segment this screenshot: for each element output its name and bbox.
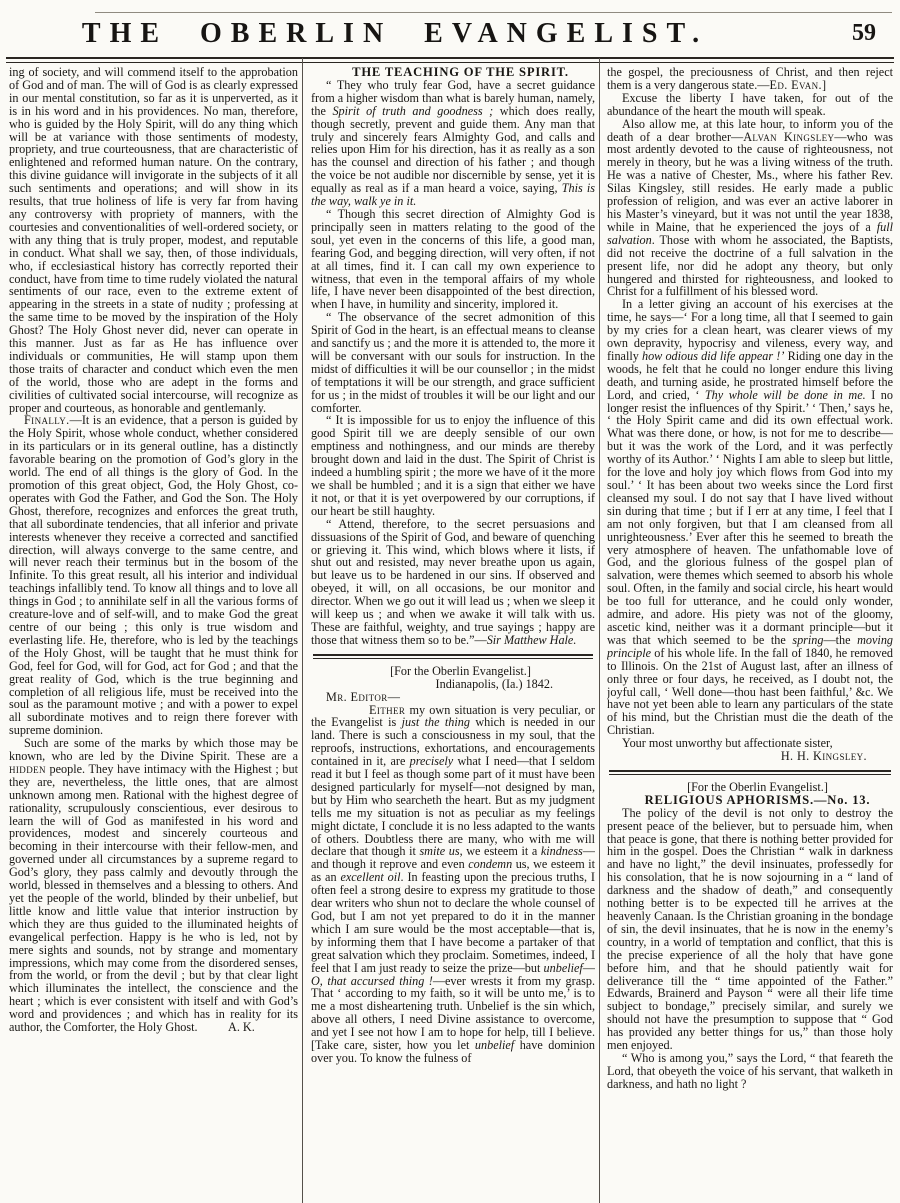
column-3: [607, 66, 893, 1196]
italic-text: smite us: [419, 844, 460, 859]
italic-text: This is the way, walk ye in it.: [311, 181, 595, 209]
italic-text: condemn: [468, 857, 513, 872]
letter-salutation: [311, 691, 595, 704]
italic-text: unbelief: [474, 1038, 515, 1053]
column-divider-rule: [302, 58, 303, 1203]
paragraph: [607, 750, 893, 763]
italic-text: spring: [792, 632, 824, 647]
credit-line: [For the Oberlin Evangelist.]: [390, 663, 531, 678]
small-caps-text: Either: [369, 702, 406, 717]
paragraph: Mr. Editor—: [326, 689, 400, 704]
italic-text: Sir Matthew Hale.: [486, 632, 577, 647]
paragraph: ing of society, and will commend itself to the approbation of God and of man. The will of God is as clearly expressed in our mental constitution, so far as it is unperverted, as it is in his word and in his providences. No man, therefore, who is guided by the Holy Spirit, will do any thing which will be at variance with those sentiments of modesty, propriety, and true courteousness, that are characteristic of enlightened and reformed human nature. On the contrary, this divine guidance will invigorate in the subjects of it all such sentiments and operations; and will show in its results, that true holiness of life is very far from having any controversy with propriety of manners, with the courtesies and conventionalities of well-ordered society, or with any thing that is truly proper, modest, and reputable in conduct. What shall we say, then, of those individuals, who, if ecclesiastical history has correctly reported their conduct, have from time to time rudely violated the natural sentiments of our race, even to the extreme extent of appearing in the streets in a state of nudity ; professing at the same time to be moved by the inspiration of the Holy Ghost? The Holy Ghost never did, never can operate in this manner. Just as far as He has influence over individuals or communities, He will stamp upon them those traits of character and conduct which even the men of the world, those who are adept in the forms and civilities of cultivated social intercourse, will recognize as proper and courteous, as honorable and gentlemanly.: [9, 66, 298, 415]
paragraph: Excuse the liberty I have taken, for out of the abundance of the heart the mouth will speak.: [607, 90, 893, 118]
paragraph: “ They who truly fear God, have a secret guidance from a higher wisdom than what is barely human, namely, the Spirit of truth and goodness ; which does really, though secretly, prevent and guide them. Any man that truly and sincerely fears Almighty God, and calls and relies upon Him for his direction, has it as really as a son has the counsel and direction of his father ; and though the voice be not audible nor discernible by sense, yet it is equally as real as if a man heard a voice, saying, This is the way, walk ye in it.: [311, 77, 595, 209]
paragraph: Either my own situation is very peculiar, or the Evangelist is just the thing which is needed in our land. There is such a consciousness in my soul, that the reproofs, instructions, exhortations, and encouragements contained in it, are precisely what I need—that I seldom read it but I feel as though some part of it must have been designed particularly for myself—not designed by man, but by Him who searcheth the heart. But as my judgment tells me my situation is not as peculiar as my feelings might dictate, I conclude it is no less adapted to the wants of others. Doubtless there are many, who with me will declare that though it smite us, we esteem it a kindness—and though it reprove and even condemn us, we esteem it as an excellent oil. In feasting upon the precious truths, I often feel a strong desire to express my gratitude to those dear writers who shun not to declare the whole counsel of God, but I am not yet prepared to do it in the manner which I am sure would be the most acceptable—that is, by informing them that I have become a partaker of that great salvation which they proclaim. Sometimes, indeed, I feel that I am just ready to seize the prize—but unbelief—O, that accursed thing !—ever wrests it from my grasp. That ‘ according to my faith, so it will be unto me,’ is to me a most disheartening truth. Unbelief is the sin which, above all others, I need Divine assistance to overcome, and yet I see not how I am to hope for help, till I believe. [Take care, sister, how you let unbelief have dominion over you. To know the fulness of: [311, 702, 595, 1065]
paragraph: “ Attend, therefore, to the secret persuasions and dissuasions of the Spirit of God, and beware of quenching or grieving it. This wind, which blows where it lists, if shut out and resisted, may never breathe upon us again, but leave us to be hardened in our sins. If observed and obeyed, it will, on all occasions, be our monitor and director. When we go out it will lead us ; when we sleep it will keep us ; and when we awake it will talk with us. These are faithful, weighty, and true sayings ; happy are those that witness them so to be.”—Sir Matthew Hale.: [311, 516, 595, 647]
paragraph: “ The observance of the secret admonition of this Spirit of God in the heart, is an effectual means to cleanse and sanctify us ; and the more it is attended to, the more it will be conversant with our souls for instruction. In the midst of difficulties it will be our counsellor ; in the midst of temptations it will be our strength, and grace sufficient for us ; in the midst of troubles it will be our light and our comforter.: [311, 310, 595, 415]
paragraph: In a letter giving an account of his exercises at the time, he says—‘ For a long time, all that I seemed to gain by my cries for a clean heart, was clearer views of my own depravity, hypocrisy and vileness, every way, and finally how odious did life appear !’ Riding one day in the woods, he felt that he could no longer endure this living death, and turning aside, he prostrated himself before the Lord, and cried, ‘ Thy whole will be done in me. I no longer resist the influences of thy Spirit.’ ‘ Then,’ says he, ‘ the Holy Spirit came and did its own effectual work. What was there done, or how, is not for me to describe—but it was the work of the Lord, and it was perfectly worthy of its Author.’ ‘ Nights I am able to sleep but little, for the love and holy joy which flows from God into my soul.’ ‘ It has been about two weeks since the Lord first cleansed my soul. I do not say that I have lived without sin during that time ; but if I err at any time, I feel that I am not only forgiven, but that I am cleansed from all unrighteousness.’ Ever after this he seemed to breath the very atmosphere of heaven. The unfathomable love of God, and the glorious fulness of the gospel plan of salvation, were themes which seemed to absorb his whole soul. Often, in the family and social circle, his heart would be too full for utterance, and he could only wonder, admire, and adore. His piety was not of the gloomy, ascetic kind, neither was it a dormant principle—but it was that which seemed to be the spring—the moving principle of his whole life. In the fall of 1840, he removed to Illinois. On the 21st of August last, after an illness of only three or four days, he received, as I doubt not, the joyful call, ‘ Well done—thou hast been faithful,’ &c. We have not yet been able to learn any particulars of the state of his mind, but the Christian must die the death of the Christian.: [607, 297, 893, 738]
paragraph: “ Though this secret direction of Almighty God is principally seen in matters relating to the good of the soul, yet even in the concerns of this life, a good man, fearing God, and begging direction, will very often, if not at all times, find it. I can call my own experience to witness, that even in the temporal affairs of my whole life, I have never been disappointed of the best direction, when I have, in humility and sincerity, implored it.: [311, 206, 595, 312]
column-1: [9, 66, 298, 1196]
top-border-rule: [95, 12, 892, 13]
page-number: 59: [852, 20, 876, 46]
small-caps-text: Finally.: [24, 413, 70, 428]
letter-body-continuation: [607, 66, 893, 763]
article-body-continuation: [9, 66, 298, 1034]
small-caps-text: hidden: [9, 761, 46, 776]
small-caps-text: Ed. Evan.: [769, 77, 822, 92]
masthead-title: THE OBERLIN EVANGELIST.: [81, 18, 709, 49]
section-divider-rule: [313, 654, 593, 659]
letter-body: [311, 704, 595, 1065]
italic-text: moving principle: [607, 632, 893, 660]
small-caps-text: Alvan Kingsley: [743, 129, 835, 144]
italic-text: excellent oil: [340, 870, 401, 885]
paragraph: Such are some of the marks by which those may be known, who are led by the Divine Spirit. These are a hidden people. They have intimacy with the Highest ; but they are, nevertheless, the little ones, that are almost unknown among men. Rational with the highest degree of rationality, scrupulously conscientious, ever desirous to learn the will of God as manifested in his word and providences, modest and sincerely courteous and becoming in their intercourse with their fellow-men, and governed under all circumstances by a supreme regard to God’s glory, they pass calmly and devoutly through the world, blessed in themselves and a blessing to others. And yet the people of the world, blinded by their unbelief, but little know and little value that interior instruction by which they are thus guided to the illuminated heights of evangelical perfection. Happy is he who is led, not by mere sights and sounds, not by strange and momentary impressions, which may come from the disordered senses, from the world, or from the devil ; but by that clear light which illuminates the intellect, the conscience and the heart ; which is ever consistent with itself and with God’s word and providences ; and which has in reality for its author, the Comforter, the Holy Ghost. A. K.: [9, 736, 298, 1035]
paragraph: Finally.—It is an evidence, that a person is guided by the Holy Spirit, whose whole conduct, whether considered in its particulars or in its general outline, has a distinctly favorable bearing on the promotion of God’s glory in the world. The end of all things is the glory of God. In the promotion of this great object, God, the Holy Ghost, co-operates with God the Father, and God the Son. The Holy Ghost, therefore, recognizes and enforces the great truth, that all subordinate tendencies, that all inferior and private interests whenever they receive a corrected and sanctified direction, will always converge to the same centre, and will never reach their terminus but in the bosom of the Infinite. To this great result, all his interior and individual teachings infallibly tend. To know all things and to love all things in God ; to annihilate self in all the various forms of creature-love and of self-will, and to make God the great centre of our being ; this only is true wisdom and everlasting life. He, therefore, who is led by the teachings of the Holy Ghost, will be taught that he must think for God, feel for God, will for God, act for God ; and that the great reality of God, which is the true beginning and completion of all religious life, must be received into the soul as the paramount motive ; and with a power to expel all subordinate motives and to reign there forever with supreme dominion.: [9, 413, 298, 738]
article-heading-religious-aphorisms: RELIGIOUS APHORISMS.—No. 13.: [644, 792, 871, 807]
paragraph: “ It is impossible for us to enjoy the influence of this good Spirit till we are deeply sensible of our own emptiness and nothingness, and our minds are thereby brought down and laid in the dust. The Spirit of Christ is indeed a humbling spirit ; the more we have of it the more we shall be humbled ; and it is a sign that either we have it not, or that it is yet overpowered by our corruptions, if our heart be still haughty.: [311, 413, 595, 518]
paragraph: Also allow me, at this late hour, to inform you of the death of a dear brother—Alvan Kingsley—who was most ardently devoted to the cause of righteousness, not merely in theory, but he was a living witness of the truth. He was a native of Chester, Ms., where his father Rev. Silas Kingsley, still resides. He early made a public profession of religion, and was ever an active laborer in his Master’s vineyard, but it was not until the year 1838, while in Maine, that he experienced the joys of a full salvation. Those with whom he associated, the Baptists, did not receive the doctrine of a full salvation in the present life, nor did he adopt any theory, but only hungered and thirsted for righteousness, and looked to Christ for a fulfillment of his blessed word.: [607, 116, 893, 299]
article-body-aphorisms: [607, 807, 893, 1091]
section-divider-rule: [609, 770, 891, 775]
masthead: [0, 16, 900, 54]
credit-line: [For the Oberlin Evangelist.]: [687, 779, 828, 794]
small-caps-text: Mr. Editor: [326, 689, 388, 704]
paragraph: Your most unworthy but affectionate sister,: [622, 736, 833, 751]
article-heading-teaching-of-the-spirit: THE TEACHING OF THE SPIRIT.: [352, 66, 569, 79]
italic-text: Spirit of truth and goodness ;: [332, 103, 494, 118]
italic-text: just the thing: [401, 715, 470, 730]
italic-text: O, that accursed thing !: [311, 973, 433, 988]
italic-text: Thy whole will be done in me.: [704, 387, 866, 402]
column-divider-rule: [599, 58, 600, 1203]
masthead-rule: [6, 57, 894, 63]
italic-text: how odious did life appear !’: [641, 348, 785, 363]
dateline: Indianapolis, (Ia.) 1842.: [435, 676, 553, 691]
column-2: [311, 66, 595, 1196]
paragraph: “ Who is among you,” says the Lord, “ that feareth the Lord, that obeyeth the voice of his servant, that walketh in darkness, and hath no light ?: [607, 1050, 893, 1091]
italic-text: kindness: [540, 844, 583, 859]
article-body-teaching: [311, 79, 595, 647]
small-caps-text: H. H. Kingsley.: [780, 749, 867, 764]
italic-text: precisely: [409, 754, 454, 769]
paragraph: The policy of the devil is not only to destroy the present peace of the believer, but to persuade him, when that peace is gone, that there is nothing better provided for him in the gospel. Does the Christian “ walk in darkness and have no light,” the devil insinuates, professedly for his consolation, that he is now sojourning in a “ land of darkness and the shadow of death,” and consequently nothing better is to be expected till he arrives at the heavenly Canaan. Is the Christian groaning in the bondage of sin, the devil insinuates, that he is now in the enemy’s country, in a world of temptation and conflict, that this is the precise experience of all the holy that have gone before him, and that he should patiently wait for deliverance till the “ time appointed of the Father.” Edwards, Brainerd and Payson “ were all their life time subject to bondage,” precisely similar, and surely we should not have the presumption to suppose that “ God has provided any better things for us,” than those holy men enjoyed.: [607, 805, 893, 1053]
paragraph: the gospel, the preciousness of Christ, and then reject them is a very dangerous state.—Ed. Evan.]: [607, 66, 893, 92]
italic-text: unbelief: [543, 960, 583, 975]
italic-text: full salvation: [607, 219, 893, 247]
